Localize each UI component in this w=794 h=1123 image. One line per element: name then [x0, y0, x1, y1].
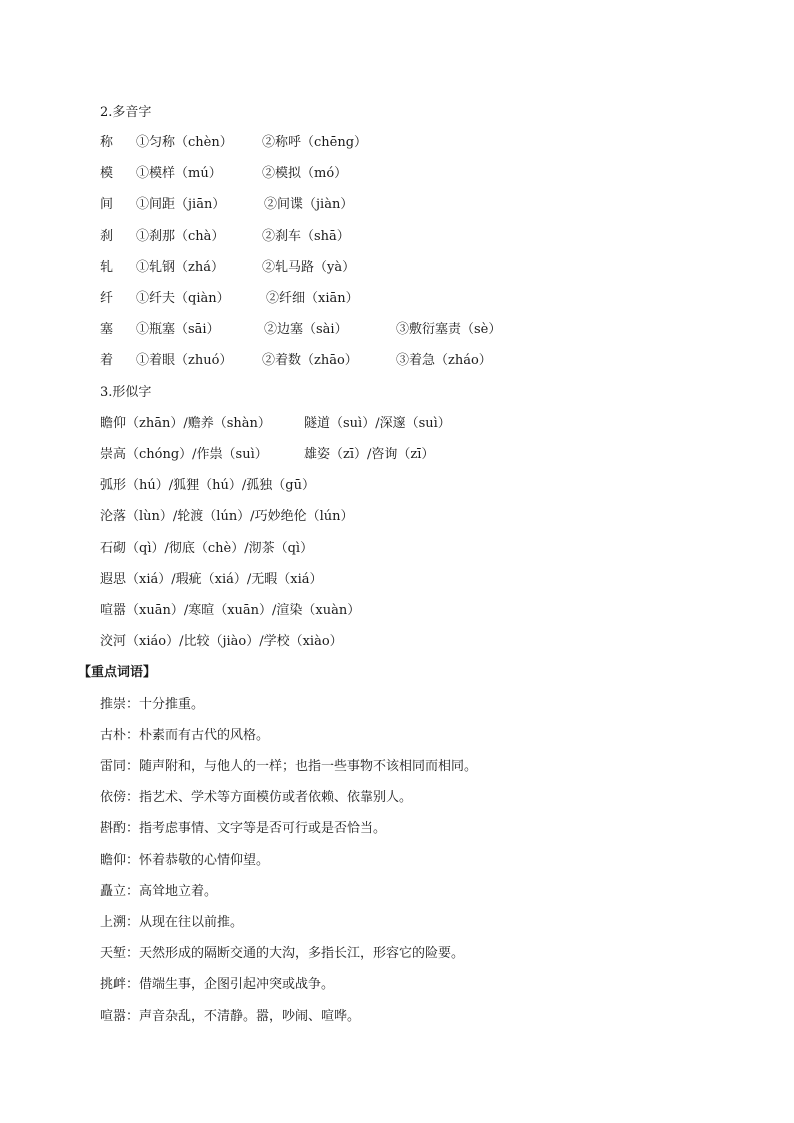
key-word-entry: 推崇：十分推重。	[100, 697, 205, 712]
polyphone-reading-2: ②间谍（jiàn）	[264, 197, 354, 212]
polyphone-heading: 2.多音字	[100, 105, 152, 120]
key-word-entry: 雷同：随声附和，与他人的一样；也指一些事物不该相同而相同。	[100, 759, 478, 774]
similar-chars-row: 弧形（hú）/狐狸（hú）/孤独（gū）	[100, 478, 315, 493]
polyphone-char: 称	[100, 135, 114, 150]
polyphone-char: 塞	[100, 322, 114, 337]
key-word-entry: 天堑：天然形成的隔断交通的大沟，多指长江，形容它的险要。	[100, 946, 465, 961]
key-word-entry: 斟酌：指考虑事情、文字等是否可行或是否恰当。	[100, 821, 387, 836]
polyphone-reading-1: ①匀称（chèn）	[136, 135, 233, 150]
similar-chars-row: 沦落（lùn）/轮渡（lún）/巧妙绝伦（lún）	[100, 509, 354, 524]
polyphone-reading-2: ②刹车（shā）	[262, 229, 350, 244]
polyphone-reading-2: ②边塞（sài）	[264, 322, 348, 337]
key-word-entry: 瞻仰：怀着恭敬的心情仰望。	[100, 853, 270, 868]
key-words-heading: 【重点词语】	[78, 665, 157, 680]
similar-chars-row: 喧嚣（xuān）/寒暄（xuān）/渲染（xuàn）	[100, 603, 361, 618]
polyphone-char: 间	[100, 197, 114, 212]
similar-chars-row: 洨河（xiáo）/比较（jiào）/学校（xiào）	[100, 634, 343, 649]
polyphone-reading-2: ②轧马路（yà）	[262, 260, 356, 275]
similar-chars-group-1: 瞻仰（zhān）/赡养（shàn）	[100, 416, 271, 431]
similar-chars-group-1: 崇高（chóng）/作祟（suì）	[100, 447, 268, 462]
key-word-entry: 挑衅：借端生事，企图引起冲突或战争。	[100, 977, 335, 992]
polyphone-reading-1: ①轧钢（zhá）	[136, 260, 224, 275]
polyphone-reading-1: ①模样（mú）	[136, 166, 222, 181]
polyphone-reading-2: ②模拟（mó）	[262, 166, 348, 181]
similar-chars-group-2: 雄姿（zī）/咨询（zī）	[304, 447, 435, 462]
polyphone-reading-3: ③着急（zháo）	[396, 353, 492, 368]
polyphone-reading-3: ③敷衍塞责（sè）	[396, 322, 502, 337]
similar-chars-heading: 3.形似字	[100, 385, 152, 400]
polyphone-reading-1: ①纤夫（qiàn）	[136, 291, 230, 306]
polyphone-char: 着	[100, 353, 114, 368]
polyphone-char: 轧	[100, 260, 114, 275]
polyphone-char: 模	[100, 166, 114, 181]
polyphone-reading-2: ②纤细（xiān）	[266, 291, 359, 306]
key-word-entry: 矗立：高耸地立着。	[100, 884, 218, 899]
similar-chars-row: 石砌（qì）/彻底（chè）/沏茶（qì）	[100, 541, 314, 556]
similar-chars-group-2: 隧道（suì）/深邃（suì）	[304, 416, 451, 431]
polyphone-reading-2: ②着数（zhāo）	[262, 353, 358, 368]
polyphone-reading-1: ①刹那（chà）	[136, 229, 225, 244]
polyphone-reading-1: ①瓶塞（sāi）	[136, 322, 220, 337]
polyphone-char: 刹	[100, 229, 114, 244]
key-word-entry: 上溯：从现在往以前推。	[100, 915, 244, 930]
polyphone-reading-1: ①间距（jiān）	[136, 197, 226, 212]
polyphone-char: 纤	[100, 291, 114, 306]
key-word-entry: 依傍：指艺术、学术等方面模仿或者依赖、依靠别人。	[100, 790, 413, 805]
similar-chars-row: 遐思（xiá）/瑕疵（xiá）/无暇（xiá）	[100, 572, 323, 587]
key-word-entry: 古朴：朴素而有古代的风格。	[100, 728, 270, 743]
polyphone-reading-1: ①着眼（zhuó）	[136, 353, 233, 368]
polyphone-reading-2: ②称呼（chēng）	[262, 135, 368, 150]
key-word-entry: 喧嚣：声音杂乱，不清静。嚣，吵闹、喧哗。	[100, 1009, 361, 1024]
